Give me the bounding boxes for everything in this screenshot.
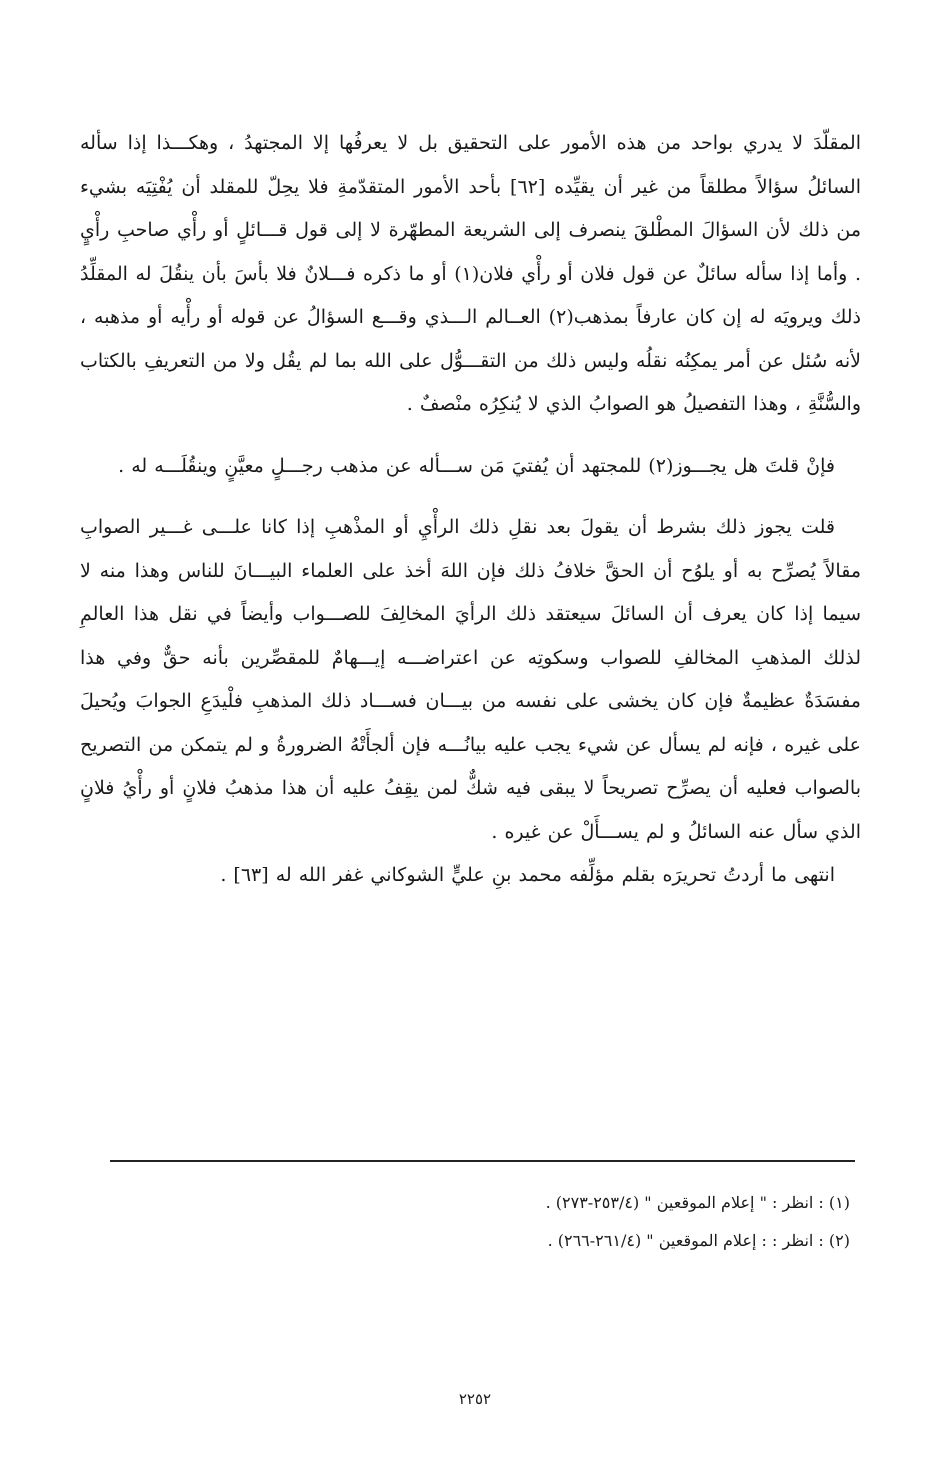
footnote-1: (١) : انظر : " إعلام الموقعين " (٢٥٣/٤-٢٧٣) . (545, 1193, 850, 1212)
paragraph-2: فإنْ قلتَ هل يجـــوز(٢) للمجتهد أن يُفتيَ مَن ســـأله عن مذهب رجـــلٍ معيَّنٍ وينقُلَـــه له . (118, 454, 835, 477)
main-text (80, 122, 861, 898)
paragraph-4: انتهى ما أردتُ تحريرَه بقلم مؤلِّفه محمد بنِ عليٍّ الشوكاني غفر الله له [٦٣] . (220, 864, 835, 886)
footnote-separator (110, 1160, 855, 1162)
page-number: ٢٢٥٢ (458, 1390, 492, 1408)
footnote-2: (٢) : انظر : : إعلام الموقعين " (٢٦١/٤-٢٦٦) . (547, 1231, 850, 1250)
paragraph-3: قلت يجوز ذلك بشرط أن يقولَ بعد نقلِ ذلك الرأْيِ أو المذْهبِ إذا كانا علـــى غـــير الصوابِ مقالاً يُصرِّح به أو يلوُح أن الحقَّ خلافُ ذلك فإن اللهَ أخذ على العلماء البيـــانَ للناس وهذا منه لا سيما إذا كان يعرف أن السائلَ سيعتقد ذلك الرأيَ المخالِفَ للصـــواب وأيضاً في نقل هذا العالمِ لذلك المذهبِ المخالفِ للصواب وسكوتِه عن اعتراضـــه إيـــهامٌ للمقصِّرين بأنه حقٌّ وفي هذا مفسَدَةٌ عظيمةٌ فإن كان يخشى على نفسه من بيـــان فســـاد ذلك المذهبِ فلْيدَعِ الجوابَ ويُحيلَ على غيره ، فإنه لم يسأل عن شيء يجب عليه بيانُـــه فإن ألجأَتْهُ الضرورةُ و لم يتمكن من التصريح بالصواب فعليه أن يصرِّح تصريحاً لا يبقى فيه شكٌّ لمن يقِفُ عليه أن هذا مذهبُ فلانٍ أو رأْيُ فلانٍ الذي سأل عنه السائلُ و لم يســـأَلْ عن غيره . (80, 516, 861, 843)
paragraph-1: المقلّدَ لا يدري بواحد من هذه الأمور على التحقيق بل لا يعرفُها إلا المجتهدُ ، وهكـــذا إذا سأله السائلُ سؤالاً مطلقاً من غير أن يقيِّده [٦٢] بأحد الأمور المتقدّمةِ فلا يحِلّ للمقلد أن يُفْتِيَه بشيء من ذلك لأن السؤالَ المطْلقَ ينصرف إلى الشريعة المطهّرة لا إلى قول قـــائلٍ أو رأْي صاحبِ رأْيٍ . وأما إذا سأله سائلٌ عن قول فلان أو رأْي فلان(١) أو ما ذكره فـــلانٌ فلا بأسَ بأن ينقُلَ له المقلِّدُ ذلك ويرويَه له إن كان عارفاً بمذهب(٢) العــالم الـــذي وقـــع السؤالُ عن قوله أو رأْيه أو مذهبه ، لأنه سُئل عن أمر يمكِنُه نقلُه وليس ذلك من التقـــوُّل على الله بما لم يقُل ولا من التعريفِ بالكتاب والسُّنَّةِ ، وهذا التفصيلُ هو الصوابُ الذي لا يُنكِرُه منْصفٌ . (80, 132, 861, 415)
footnotes (150, 1184, 850, 1260)
